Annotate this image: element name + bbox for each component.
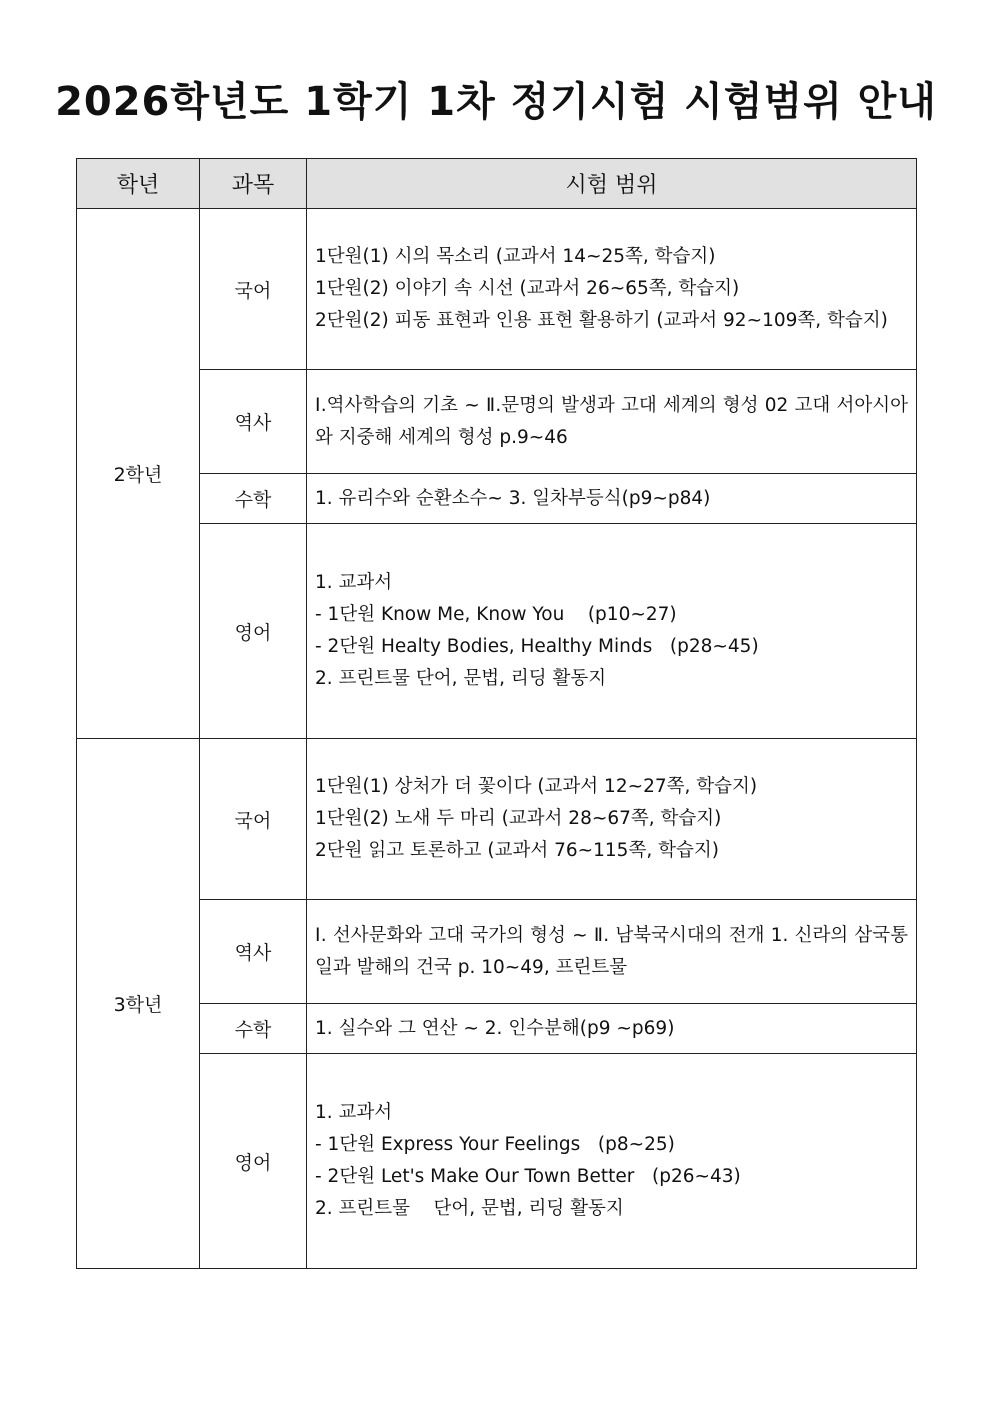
range-line: - 1단원 Express Your Feelings (p8~25)	[315, 1134, 675, 1155]
range-cell-math-2	[307, 474, 917, 524]
table-row	[77, 1054, 917, 1269]
range-cell-english-2	[307, 524, 917, 739]
header-range: 시험 범위	[307, 159, 917, 209]
table-row	[77, 900, 917, 1004]
range-cell-history-2	[307, 370, 917, 474]
subject-cell: 수학	[200, 1004, 307, 1054]
range-line: 2단원(2) 피동 표현과 인용 표현 활용하기 (교과서 92~109쪽, 학습지)	[315, 310, 888, 331]
subject-cell: 국어	[200, 739, 307, 900]
range-cell-history-3	[307, 900, 917, 1004]
range-line: - 1단원 Know Me, Know You (p10~27)	[315, 604, 677, 625]
range-line: 1단원(2) 노새 두 마리 (교과서 28~67쪽, 학습지)	[315, 808, 722, 829]
table-row	[77, 474, 917, 524]
range-line: 1. 교과서	[315, 1102, 393, 1123]
range-line: 1단원(2) 이야기 속 시선 (교과서 26~65쪽, 학습지)	[315, 278, 740, 299]
grade-cell-2: 2학년	[77, 209, 200, 739]
table-row	[77, 370, 917, 474]
range-cell-english-3	[307, 1054, 917, 1269]
subject-cell: 영어	[200, 524, 307, 739]
table-row	[77, 739, 917, 900]
exam-range-table	[76, 158, 917, 1269]
header-grade: 학년	[77, 159, 200, 209]
range-cell-korean-3	[307, 739, 917, 900]
range-text: Ⅰ.역사학습의 기초 ~ Ⅱ.문명의 발생과 고대 세계의 형성 02 고대 서아시아와 지중해 세계의 형성 p.9~46	[315, 394, 908, 448]
subject-cell: 국어	[200, 209, 307, 370]
header-subject: 과목	[200, 159, 307, 209]
subject-cell: 역사	[200, 370, 307, 474]
subject-cell: 역사	[200, 900, 307, 1004]
subject-cell: 영어	[200, 1054, 307, 1269]
subject-cell: 수학	[200, 474, 307, 524]
range-line: 2단원 읽고 토론하고 (교과서 76~115쪽, 학습지)	[315, 840, 719, 861]
table-header-row	[77, 159, 917, 209]
range-text: Ⅰ. 선사문화와 고대 국가의 형성 ~ Ⅱ. 남북국시대의 전개 1. 신라의 삼국통일과 발해의 건국 p. 10~49, 프린트물	[315, 924, 908, 978]
range-line: - 2단원 Let's Make Our Town Better (p26~43)	[315, 1166, 741, 1187]
table-row	[77, 209, 917, 370]
range-line: 2. 프린트물 단어, 문법, 리딩 활동지	[315, 1198, 624, 1219]
range-line: 1. 유리수와 순환소수~ 3. 일차부등식(p9~p84)	[315, 487, 711, 509]
page-title: 2026학년도 1학기 1차 정기시험 시험범위 안내	[55, 79, 937, 125]
range-line: 1. 실수와 그 연산 ~ 2. 인수분해(p9 ~p69)	[315, 1017, 675, 1039]
table-row	[77, 1004, 917, 1054]
range-line: - 2단원 Healty Bodies, Healthy Minds (p28~45)	[315, 636, 759, 657]
range-cell-korean-2	[307, 209, 917, 370]
range-cell-math-3	[307, 1004, 917, 1054]
grade-cell-3: 3학년	[77, 739, 200, 1269]
table-row	[77, 524, 917, 739]
range-line: 1. 교과서	[315, 572, 393, 593]
range-line: 2. 프린트물 단어, 문법, 리딩 활동지	[315, 668, 607, 689]
range-line: 1단원(1) 상처가 더 꽃이다 (교과서 12~27쪽, 학습지)	[315, 776, 758, 797]
range-line: 1단원(1) 시의 목소리 (교과서 14~25쪽, 학습지)	[315, 246, 716, 267]
